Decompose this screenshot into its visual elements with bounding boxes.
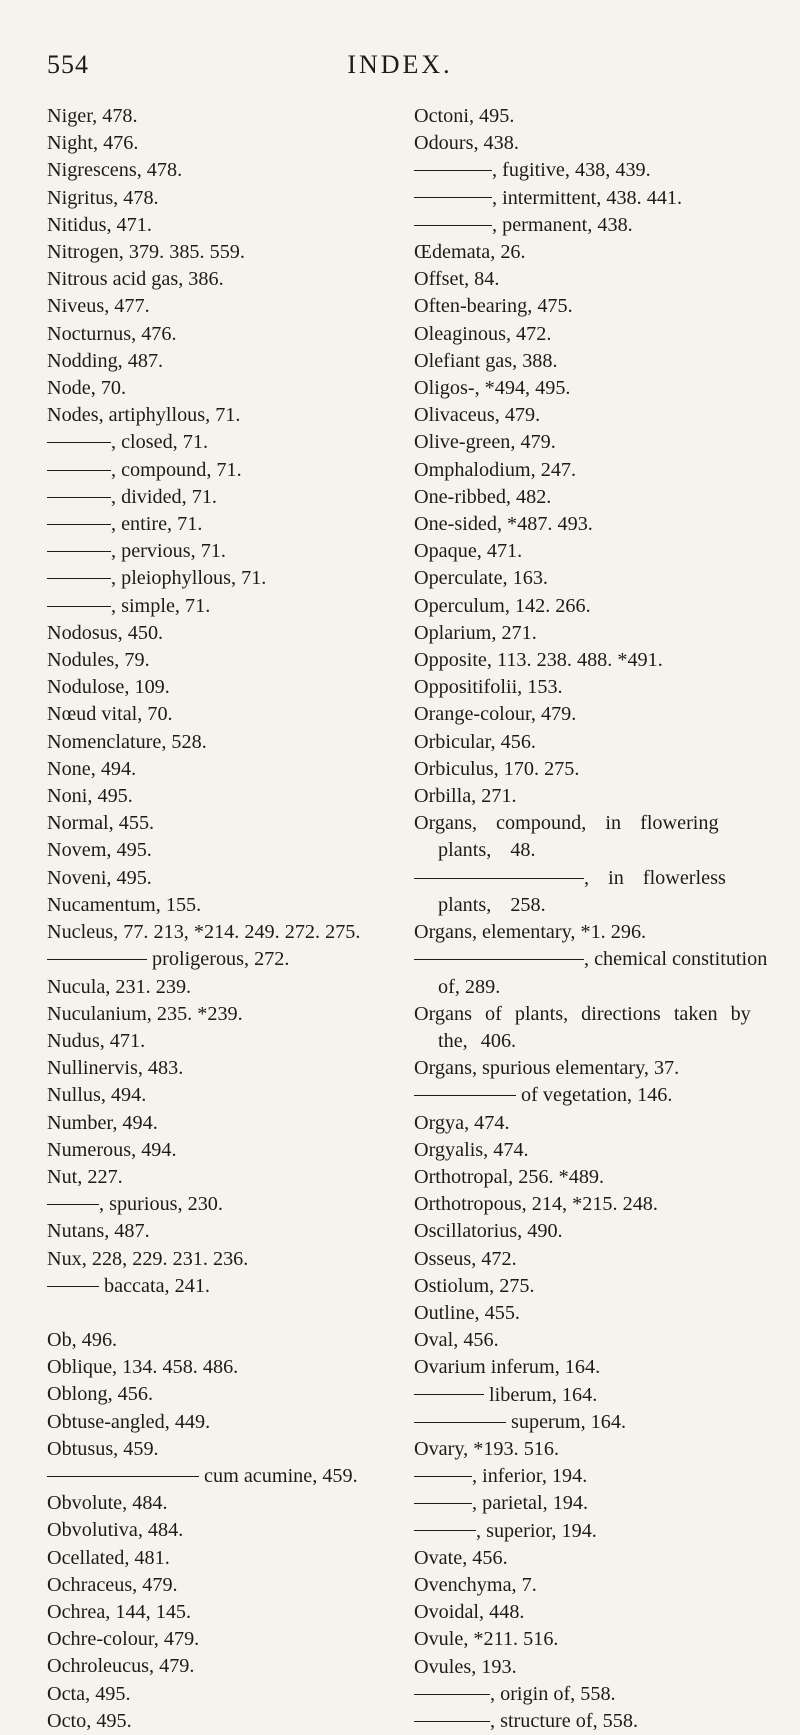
index-entry: Nux, 228, 229. 231. 236. xyxy=(47,1247,249,1270)
ditto-dash xyxy=(47,1476,199,1477)
index-entry: Orbilla, 271. xyxy=(414,785,517,808)
index-entry: Obtusus, 459. xyxy=(47,1437,159,1460)
index-entry: Nuculanium, 235. *239. xyxy=(47,1002,243,1025)
index-entry: Nudus, 471. xyxy=(47,1029,146,1052)
index-entry: Oleaginous, 472. xyxy=(414,322,552,345)
ditto-dash xyxy=(414,878,584,879)
ditto-dash xyxy=(47,497,111,498)
index-entry: Oval, 456. xyxy=(414,1329,499,1352)
index-entry: Organs, elementary, *1. 296. xyxy=(414,921,647,944)
index-entry: Nodulose, 109. xyxy=(47,676,170,699)
index-entry: Obvolutiva, 484. xyxy=(47,1519,184,1542)
index-subentry: , spurious, 230. xyxy=(47,1191,397,1218)
index-subentry: , closed, 71. xyxy=(47,429,397,456)
index-entry: Obtuse-angled, 449. xyxy=(47,1410,211,1433)
index-entry: Obvolute, 484. xyxy=(47,1492,168,1515)
index-entry: Ocellated, 481. xyxy=(47,1546,170,1569)
index-entry: Nut, 227. xyxy=(47,1165,123,1188)
running-head: INDEX. xyxy=(347,50,453,79)
index-entry: Orthotropal, 256. *489. xyxy=(414,1165,605,1188)
index-subentry: of vegetation, 146. xyxy=(414,1082,768,1109)
index-subentry: , divided, 71. xyxy=(47,484,397,511)
ditto-dash xyxy=(47,606,111,607)
index-entry: Nullinervis, 483. xyxy=(47,1057,184,1080)
ditto-dash xyxy=(414,1530,476,1531)
ditto-dash xyxy=(414,1422,506,1423)
index-entry: Orgyalis, 474. xyxy=(414,1138,529,1161)
ditto-dash xyxy=(47,551,111,552)
index-entry: Ovary, *193. 516. xyxy=(414,1437,560,1460)
page-number: 554 xyxy=(47,50,89,79)
index-entry: Nucleus, 77. 213, *214. 249. 272. 275. xyxy=(47,921,361,944)
index-entry: Ovule, *211. 516. xyxy=(414,1628,559,1651)
index-subentry: , permanent, 438. xyxy=(414,212,768,239)
index-entry: Oplarium, 271. xyxy=(414,621,537,644)
index-entry: Organs of plants, directions taken by the, 406. xyxy=(414,1002,751,1052)
index-entry: Nucamentum, 155. xyxy=(47,893,202,916)
index-entry: Normal, 455. xyxy=(47,812,155,835)
index-subentry: , simple, 71. xyxy=(47,593,397,620)
index-entry: Orthotropous, 214, *215. 248. xyxy=(414,1193,658,1216)
index-entry: Orgya, 474. xyxy=(414,1111,510,1134)
ditto-dash xyxy=(47,1286,99,1287)
index-entry: Oligos-, *494, 495. xyxy=(414,377,571,400)
index-entry: Nodules, 79. xyxy=(47,649,150,672)
index-entry: Oscillatorius, 490. xyxy=(414,1220,563,1243)
index-entry: Opaque, 471. xyxy=(414,540,523,563)
index-subentry: , superior, 194. xyxy=(414,1518,768,1545)
index-entry: Numerous, 494. xyxy=(47,1138,177,1161)
ditto-dash xyxy=(414,1694,490,1695)
index-entry: None, 494. xyxy=(47,757,137,780)
ditto-dash xyxy=(414,197,492,198)
index-subentry: , chemical constitution of, 289. xyxy=(414,946,768,1000)
index-entry: Nitrogen, 379. 385. 559. xyxy=(47,241,245,264)
index-entry: Olive-green, 479. xyxy=(414,431,556,454)
index-subentry: , fugitive, 438, 439. xyxy=(414,157,768,184)
index-subentry: , pleiophyllous, 71. xyxy=(47,565,397,592)
index-entry: Orange-colour, 479. xyxy=(414,703,577,726)
index-subentry: , structure of, 558. xyxy=(414,1708,768,1735)
index-entry: Novem, 495. xyxy=(47,839,152,862)
index-entry: Nodes, artiphyllous, 71. xyxy=(47,404,241,427)
ditto-dash xyxy=(47,442,111,443)
index-entry: Number, 494. xyxy=(47,1111,158,1134)
index-entry: Organs, compound, in flowering plants, 48. xyxy=(414,812,719,862)
index-entry: Octa, 495. xyxy=(47,1682,131,1705)
index-entry: Outline, 455. xyxy=(414,1301,520,1324)
index-entry: Operculate, 163. xyxy=(414,567,548,590)
index-entry: Odours, 438. xyxy=(414,132,519,155)
index-entry: Olefiant gas, 388. xyxy=(414,349,558,372)
index-subentry: , entire, 71. xyxy=(47,511,397,538)
index-entry: Ovate, 456. xyxy=(414,1546,508,1569)
index-entry: Octo, 495. xyxy=(47,1709,132,1732)
index-entry: Nodosus, 450. xyxy=(47,621,164,644)
index-entry: Ovenchyma, 7. xyxy=(414,1573,537,1596)
index-subentry: , origin of, 558. xyxy=(414,1681,768,1708)
index-entry: Node, 70. xyxy=(47,377,127,400)
index-entry: Nigrescens, 478. xyxy=(47,159,183,182)
index-entry: Olivaceus, 479. xyxy=(414,404,541,427)
index-entry: Oppositifolii, 153. xyxy=(414,676,563,699)
index-entry: Nigritus, 478. xyxy=(47,186,159,209)
index-entry: Nodding, 487. xyxy=(47,349,164,372)
index-subentry: , in flowerless plants, 258. xyxy=(414,865,768,919)
ditto-dash xyxy=(414,1721,490,1722)
index-entry: Nutans, 487. xyxy=(47,1220,150,1243)
index-entry: Noni, 495. xyxy=(47,785,133,808)
index-entry: Ochroleucus, 479. xyxy=(47,1655,195,1678)
index-entry: Ochraceus, 479. xyxy=(47,1573,178,1596)
index-entry: Nucula, 231. 239. xyxy=(47,975,192,998)
index-entry: Niveus, 477. xyxy=(47,295,150,318)
index-entry: Noveni, 495. xyxy=(47,866,152,889)
index-subentry: liberum, 164. xyxy=(414,1382,768,1409)
index-subentry: , parietal, 194. xyxy=(414,1490,768,1517)
ditto-dash xyxy=(414,1476,472,1477)
index-entry: Ovoidal, 448. xyxy=(414,1601,525,1624)
index-entry: Nomenclature, 528. xyxy=(47,730,207,753)
index-entry: One-sided, *487. 493. xyxy=(414,513,593,536)
index-entry: Omphalodium, 247. xyxy=(414,458,577,481)
index-subentry: , intermittent, 438. 441. xyxy=(414,185,768,212)
index-subentry: superum, 164. xyxy=(414,1409,768,1436)
index-entry: Orbiculus, 170. 275. xyxy=(414,757,580,780)
index-entry: Oblique, 134. 458. 486. xyxy=(47,1356,239,1379)
index-column-right xyxy=(414,103,768,1735)
index-entry: Nœud vital, 70. xyxy=(47,703,173,726)
index-entry: Ovules, 193. xyxy=(414,1655,517,1678)
index-entry: Organs, spurious elementary, 37. xyxy=(414,1057,680,1080)
index-entry: Ochrea, 144, 145. xyxy=(47,1600,192,1623)
index-subentry: baccata, 241. xyxy=(47,1273,397,1300)
ditto-dash xyxy=(414,1394,484,1395)
ditto-dash xyxy=(47,578,111,579)
index-entry: Operculum, 142. 266. xyxy=(414,594,591,617)
ditto-dash xyxy=(47,959,147,960)
index-subentry: proligerous, 272. xyxy=(47,946,397,973)
index-entry: Orbicular, 456. xyxy=(414,730,536,753)
ditto-dash xyxy=(414,959,584,960)
ditto-dash xyxy=(47,470,111,471)
ditto-dash xyxy=(414,1503,472,1504)
index-entry: Octoni, 495. xyxy=(414,105,515,127)
index-entry: Oblong, 456. xyxy=(47,1383,153,1406)
ditto-dash xyxy=(414,225,492,226)
index-entry: Nitidus, 471. xyxy=(47,213,152,236)
index-entry: Night, 476. xyxy=(47,132,139,155)
index-entry: Nitrous acid gas, 386. xyxy=(47,268,224,291)
index-entry: Œdemata, 26. xyxy=(414,241,526,264)
ditto-dash xyxy=(414,170,492,171)
index-entry: One-ribbed, 482. xyxy=(414,485,552,508)
ditto-dash xyxy=(47,524,111,525)
index-entry: Niger, 478. xyxy=(47,105,138,127)
index-entry: Often-bearing, 475. xyxy=(414,295,573,318)
index-subentry: , inferior, 194. xyxy=(414,1463,768,1490)
index-entry: Osseus, 472. xyxy=(414,1247,517,1270)
index-entry: Nocturnus, 476. xyxy=(47,322,177,345)
index-subentry: , pervious, 71. xyxy=(47,538,397,565)
index-entry: Opposite, 113. 238. 488. *491. xyxy=(414,649,663,672)
index-entry: Ostiolum, 275. xyxy=(414,1274,535,1297)
ditto-dash xyxy=(47,1204,99,1205)
index-entry: Nullus, 494. xyxy=(47,1084,147,1107)
index-subentry: cum acumine, 459. xyxy=(47,1463,397,1490)
index-subentry: , compound, 71. xyxy=(47,457,397,484)
index-entry: Offset, 84. xyxy=(414,268,500,291)
index-entry: Ovarium inferum, 164. xyxy=(414,1356,601,1379)
index-column-left xyxy=(47,103,397,1735)
index-entry: Ob, 496. xyxy=(47,1328,118,1351)
ditto-dash xyxy=(414,1095,516,1096)
index-entry: Ochre-colour, 479. xyxy=(47,1628,200,1651)
